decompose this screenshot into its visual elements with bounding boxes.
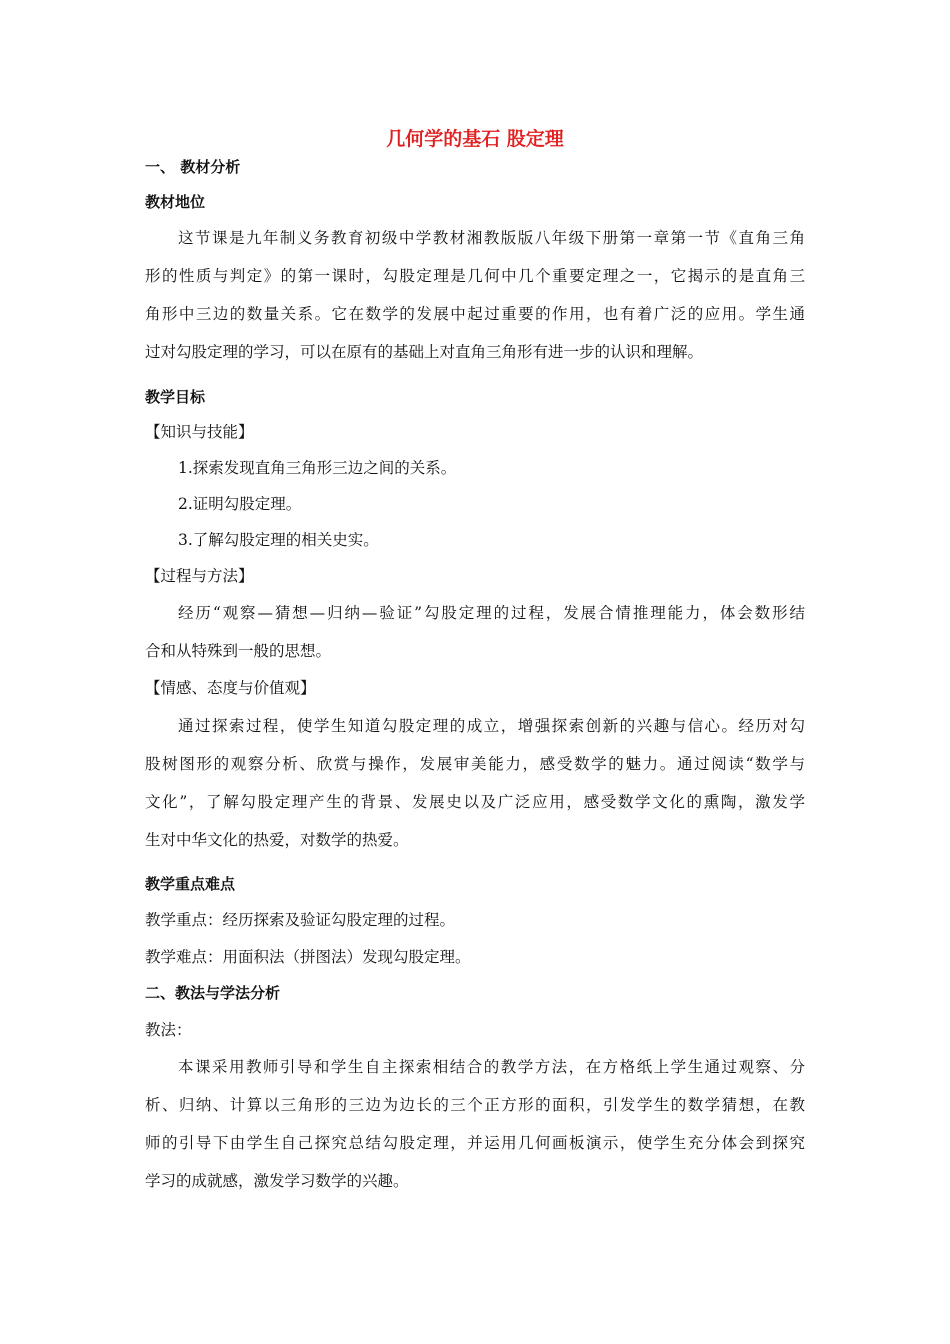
section-heading-methods-analysis: 二、教法与学法分析 bbox=[145, 984, 281, 1002]
difficult-point-text: 教学难点：用面积法（拼图法）发现勾股定理。 bbox=[145, 948, 471, 966]
label-teaching-method: 教法： bbox=[145, 1021, 192, 1039]
paragraph-line: 经历“观察—猜想—归纳—验证”勾股定理的过程，发展合情推理能力，体会数形结 bbox=[178, 604, 805, 622]
list-item: 3.了解勾股定理的相关史实。 bbox=[178, 531, 379, 549]
paragraph-line: 本课采用教师引导和学生自主探索相结合的教学方法，在方格纸上学生通过观察、分 bbox=[178, 1058, 805, 1076]
paragraph-line: 学习的成就感，激发学习数学的兴趣。 bbox=[145, 1172, 409, 1190]
paragraph-line: 生对中华文化的热爱，对数学的热爱。 bbox=[145, 831, 409, 849]
paragraph-line: 角形中三边的数量关系。它在数学的发展中起过重要的作用，也有着广泛的应用。学生通 bbox=[145, 305, 805, 323]
subheading-textbook-position: 教材地位 bbox=[145, 193, 206, 211]
subheading-teaching-goals: 教学目标 bbox=[145, 388, 206, 406]
label-emotion-values: 【情感、态度与价值观】 bbox=[145, 679, 316, 697]
paragraph-line: 形的性质与判定》的第一课时，勾股定理是几何中几个重要定理之一，它揭示的是直角三 bbox=[145, 267, 805, 285]
list-item: 1.探索发现直角三角形三边之间的关系。 bbox=[178, 459, 457, 477]
paragraph-line: 析、归纳、计算以三角形的三边为边长的三个正方形的面积，引发学生的数学猜想，在教 bbox=[145, 1096, 805, 1114]
paragraph-line: 股树图形的观察分析、欣赏与操作，发展审美能力，感受数学的魅力。通过阅读“数学与 bbox=[145, 755, 805, 773]
paragraph-line: 这节课是九年制义务教育初级中学教材湘教版版八年级下册第一章第一节《直角三角 bbox=[178, 229, 805, 247]
key-point-text: 教学重点：经历探索及验证勾股定理的过程。 bbox=[145, 911, 456, 929]
document-title: 几何学的基石 股定理 bbox=[386, 128, 564, 150]
label-knowledge-skills: 【知识与技能】 bbox=[145, 423, 254, 441]
paragraph-line: 文化”，了解勾股定理产生的背景、发展史以及广泛应用，感受数学文化的熏陶，激发学 bbox=[145, 793, 805, 811]
subheading-key-difficult-points: 教学重点难点 bbox=[145, 875, 236, 893]
paragraph-line: 过对勾股定理的学习，可以在原有的基础上对直角三角形有进一步的认识和理解。 bbox=[145, 343, 704, 361]
section-heading-textbook-analysis: 一、 教材分析 bbox=[145, 158, 241, 176]
paragraph-line: 通过探索过程，使学生知道勾股定理的成立，增强探索创新的兴趣与信心。经历对勾 bbox=[178, 717, 805, 735]
paragraph-line: 师的引导下由学生自己探究总结勾股定理，并运用几何画板演示，使学生充分体会到探究 bbox=[145, 1134, 805, 1152]
paragraph-line: 合和从特殊到一般的思想。 bbox=[145, 642, 332, 660]
list-item: 2.证明勾股定理。 bbox=[178, 495, 302, 513]
label-process-methods: 【过程与方法】 bbox=[145, 567, 254, 585]
